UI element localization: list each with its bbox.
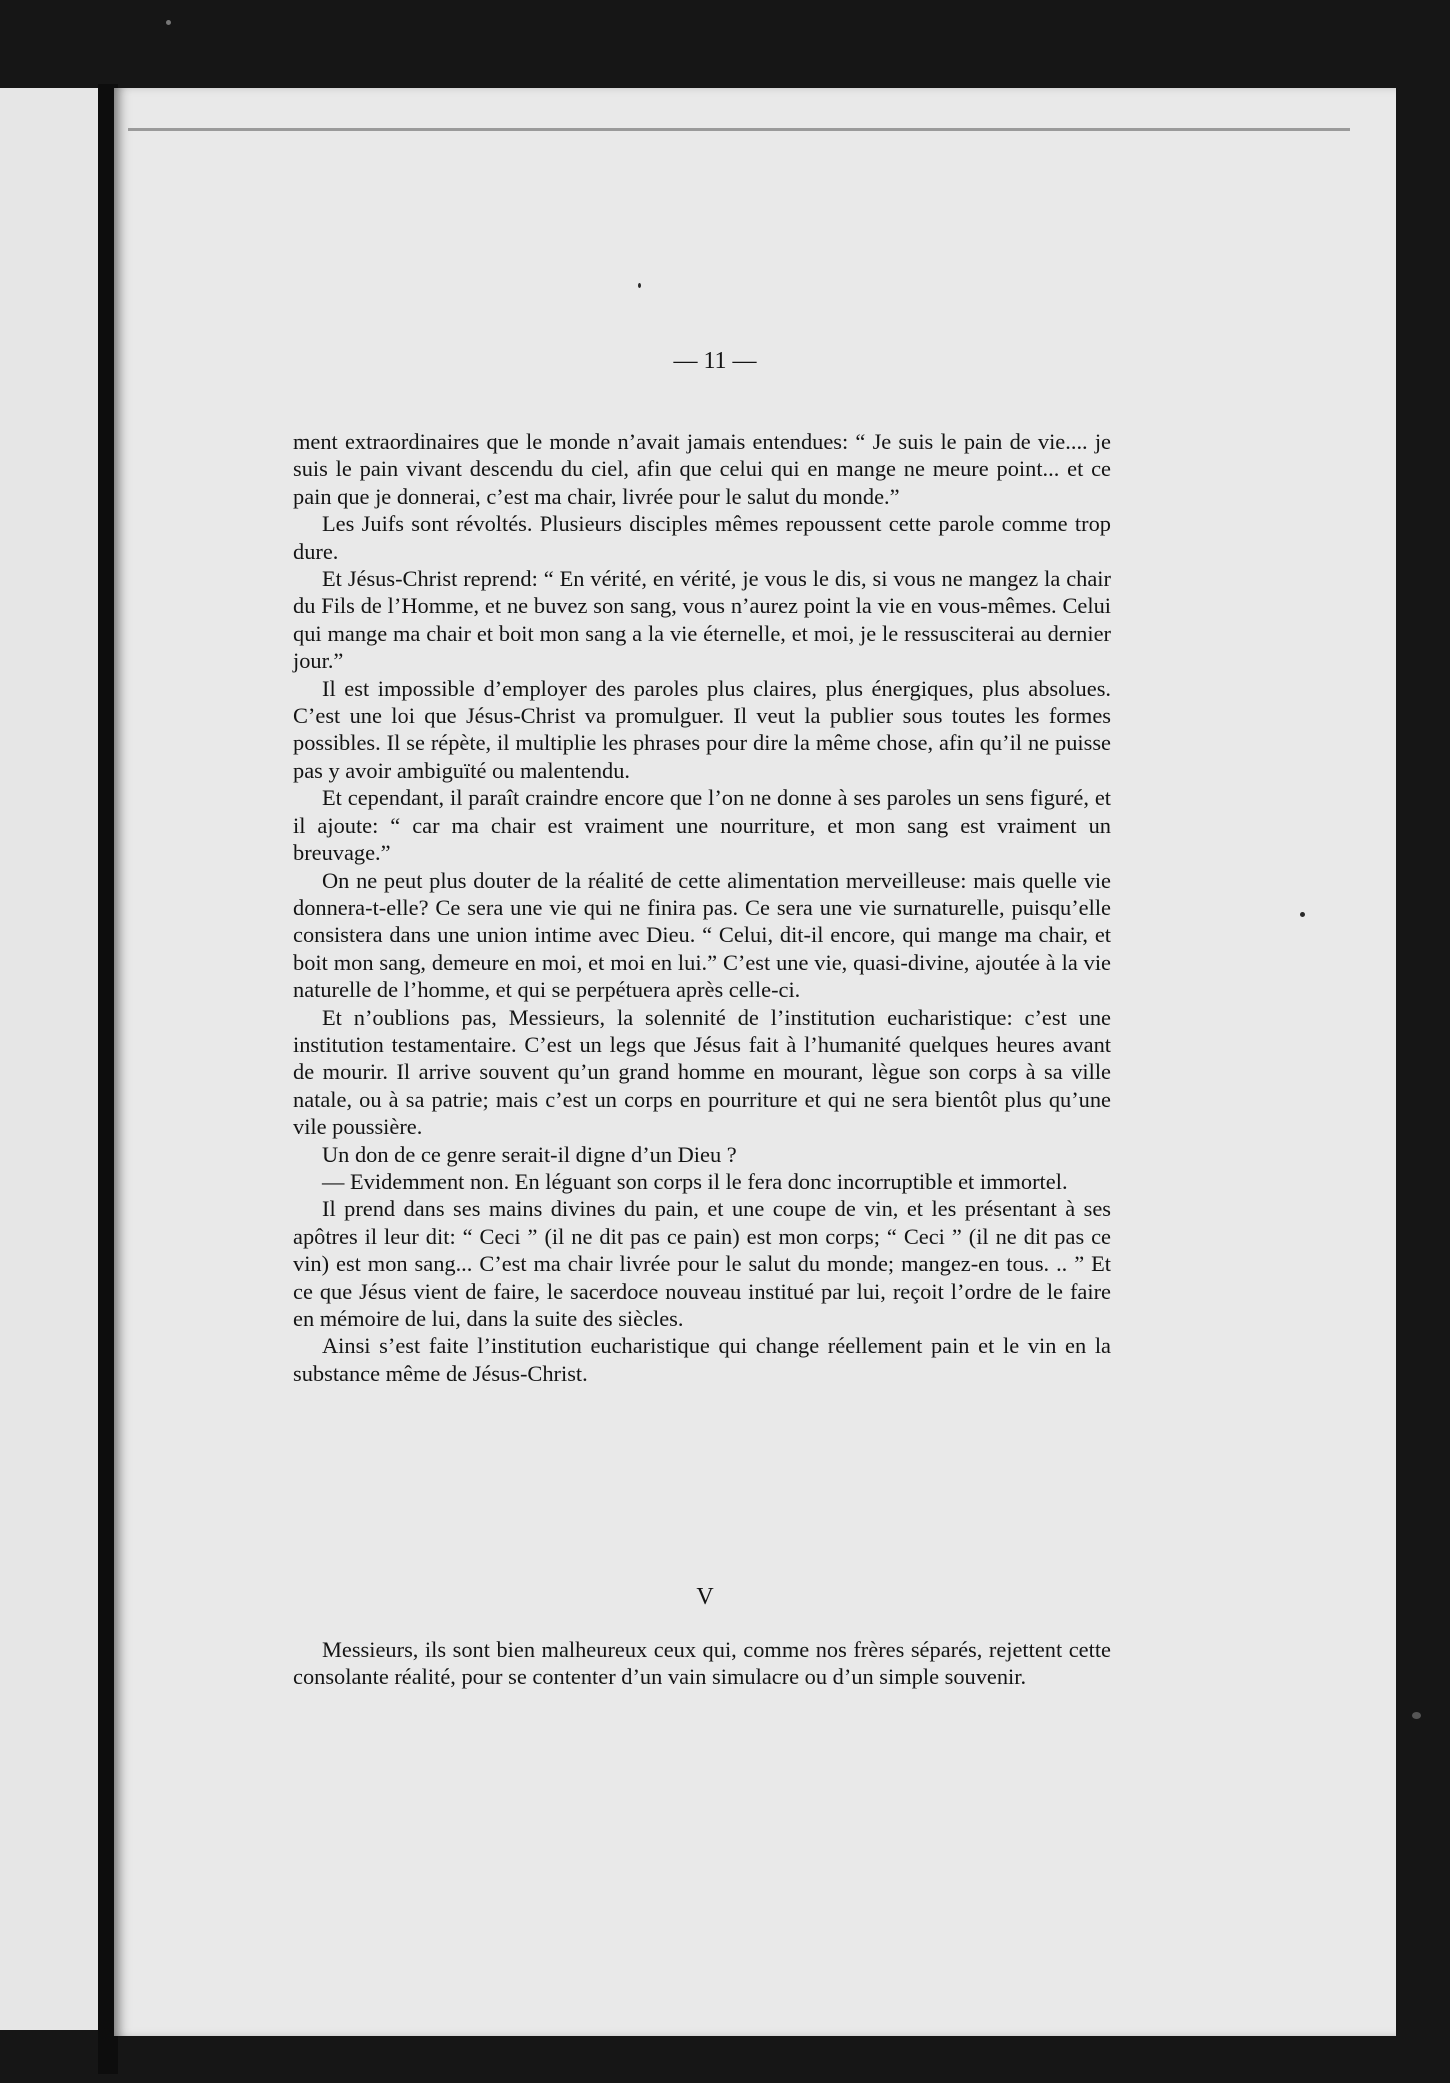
dust-speck	[638, 283, 641, 288]
page-number: — 11 —	[673, 348, 757, 374]
dust-speck	[1412, 1712, 1421, 1719]
paragraph: Il est impossible d’employer des paroles plus claires, plus énergiques, plus absolues. C’est une loi que Jésus-Christ va promulguer. Il veut la publier sous toutes les formes possibles. Il se répète, il multiplie les phrases pour dire la même chose, afin qu’il ne puisse pas y avoir ambiguïté ou malentendu.	[293, 675, 1111, 783]
section-heading: V	[696, 1584, 714, 1610]
paragraph: On ne peut plus douter de la réalité de cette alimentation merveilleuse: mais quelle vie donnera-t-elle? Ce sera une vie qui ne finira pas. Ce sera une vie surnaturelle, puisqu’elle consistera dans une union intime avec Dieu. “ Celui, dit-il encore, qui mange ma chair, et boit mon sang, demeure en moi, et moi en lui.” C’est une vie, quasi-divine, ajoutée à la vie naturelle de l’homme, et qui se perpétuera après celle-ci.	[293, 867, 1111, 1003]
left-facing-page	[0, 88, 104, 2030]
dust-speck	[1300, 912, 1305, 917]
paragraph: Et Jésus-Christ reprend: “ En vérité, en vérité, je vous le dis, si vous ne mangez la chair du Fils de l’Homme, et ne buvez son sang, vous n’aurez point la vie en vous-mêmes. Celui qui mange ma chair et boit mon sang a la vie éternelle, et moi, je le ressusciterai au dernier jour.”	[293, 566, 1111, 674]
closing-text	[293, 1636, 1111, 1691]
paragraph: ment extraordinaires que le monde n’avait jamais entendues: “ Je suis le pain de vie.... je suis le pain vivant descendu du ciel, afin que celui qui en mange ne meure point... et ce pain que je donnerai, c’est ma chair, livrée pour le salut du monde.”	[293, 429, 1111, 509]
paragraph: Messieurs, ils sont bien malheureux ceux qui, comme nos frères séparés, rejettent cette consolante réalité, pour se contenter d’un vain simulacre ou d’un simple souvenir.	[293, 1637, 1111, 1690]
paragraph: Il prend dans ses mains divines du pain, et une coupe de vin, et les présentant à ses apôtres il leur dit: “ Ceci ” (il ne dit pas ce pain) est mon corps; “ Ceci ” (il ne dit pas ce vin) est mon sang... C’est ma chair livrée pour le salut du monde; mangez-en tous. .. ” Et ce que Jésus vient de faire, le sacerdoce nouveau institué par lui, reçoit l’ordre de le faire en mémoire de lui, dans la suite des siècles.	[293, 1196, 1111, 1331]
paragraph: Un don de ce genre serait-il digne d’un Dieu ?	[322, 1141, 737, 1167]
paragraph: — Evidemment non. En léguant son corps il le fera donc incorruptible et immortel.	[322, 1168, 1068, 1194]
paragraph: Et n’oublions pas, Messieurs, la solennité de l’institution eucharistique: c’est une institution testamentaire. C’est un legs que Jésus fait à l’humanité quelques heures avant de mourir. Il arrive souvent qu’un grand homme en mourant, lègue son corps à sa ville natale, ou à sa patrie; mais c’est un corps en pourriture et qui ne sera bientôt plus qu’une vile poussière.	[293, 1004, 1111, 1140]
dust-speck	[166, 20, 171, 25]
paragraph: Ainsi s’est faite l’institution eucharistique qui change réellement pain et le vin en la substance même de Jésus-Christ.	[293, 1333, 1111, 1386]
body-text	[293, 428, 1111, 1387]
page-top-rule	[128, 128, 1350, 131]
paragraph: Les Juifs sont révoltés. Plusieurs disciples mêmes repoussent cette parole comme trop dure.	[293, 511, 1111, 564]
paragraph: Et cependant, il paraît craindre encore que l’on ne donne à ses paroles un sens figuré, et il ajoute: “ car ma chair est vraiment une nourriture, et mon sang est vraiment un breuvage.”	[293, 785, 1111, 866]
